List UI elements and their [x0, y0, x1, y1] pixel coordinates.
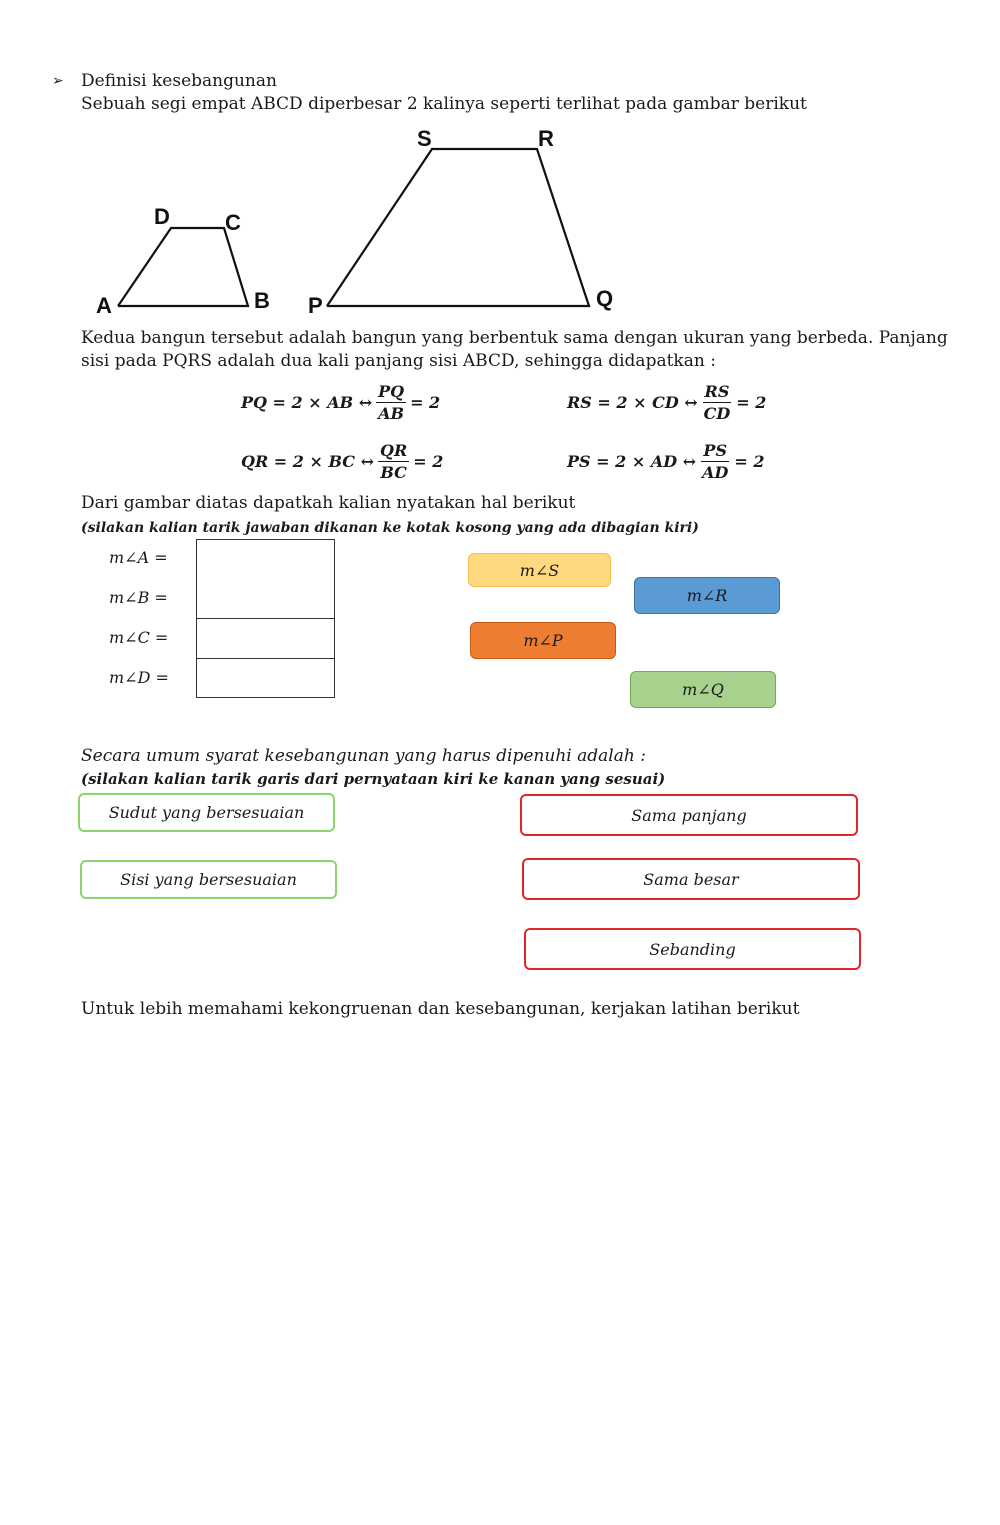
- drag-option-angle-s[interactable]: m∠S: [468, 553, 611, 587]
- trapezoid-pqrs: [327, 149, 589, 306]
- trapezoid-figure: [0, 120, 700, 325]
- match-right-sebanding[interactable]: Sebanding: [524, 928, 861, 970]
- equation-qr: [241, 441, 443, 482]
- bullet-arrow-icon: ➢: [52, 73, 64, 89]
- angle-label-c: m∠C =: [109, 628, 169, 647]
- drag-option-angle-q[interactable]: m∠Q: [630, 671, 776, 708]
- match-left-sudut[interactable]: Sudut yang bersesuaian: [78, 793, 335, 832]
- equation-lhs: QR = 2 × BC ↔: [241, 452, 374, 471]
- vertex-label-s: S: [417, 126, 432, 151]
- fraction-numerator: PQ: [378, 382, 405, 401]
- match-right-sama-besar[interactable]: Sama besar: [522, 858, 860, 900]
- drag-option-angle-p[interactable]: m∠P: [470, 622, 616, 659]
- drop-box-angle-b[interactable]: [196, 578, 335, 619]
- closing-text: Untuk lebih memahami kekongruenan dan kesebangunan, kerjakan latihan berikut: [81, 999, 800, 1019]
- fraction-denominator: BC: [380, 463, 407, 482]
- question2-prompt: Secara umum syarat kesebangunan yang harus dipenuhi adalah :: [81, 746, 646, 766]
- equation-ps: [567, 441, 764, 482]
- match-left-sisi[interactable]: Sisi yang bersesuaian: [80, 860, 337, 899]
- fraction-numerator: QR: [380, 441, 408, 460]
- equation-lhs: RS = 2 × CD ↔: [567, 393, 698, 412]
- match-right-sama-panjang[interactable]: Sama panjang: [520, 794, 858, 836]
- trapezoid-abcd: [118, 228, 248, 306]
- angle-label-b: m∠B =: [109, 588, 168, 607]
- drop-box-angle-a[interactable]: [196, 539, 335, 579]
- intro-text: Sebuah segi empat ABCD diperbesar 2 kalinya seperti terlihat pada gambar berikut: [81, 94, 807, 114]
- equation-rhs: = 2: [413, 452, 444, 471]
- vertex-label-b: B: [254, 288, 270, 313]
- vertex-label-d: D: [154, 204, 170, 229]
- equation-rhs: = 2: [734, 452, 765, 471]
- vertex-label-a: A: [96, 293, 112, 318]
- drop-box-angle-c[interactable]: [196, 619, 335, 659]
- equation-lhs: PS = 2 × AD ↔: [567, 452, 697, 471]
- fraction-denominator: CD: [703, 404, 731, 423]
- drop-box-angle-d[interactable]: [196, 659, 335, 698]
- vertex-label-r: R: [538, 126, 554, 151]
- fraction-denominator: AD: [702, 463, 729, 482]
- equation-lhs: PQ = 2 × AB ↔: [241, 393, 373, 412]
- equation-rhs: = 2: [736, 393, 767, 412]
- vertex-label-c: C: [225, 210, 241, 235]
- equation-rs: [567, 382, 766, 423]
- fraction-denominator: AB: [378, 404, 405, 423]
- angle-label-d: m∠D =: [109, 668, 169, 687]
- fraction-numerator: PS: [703, 441, 728, 460]
- drag-option-angle-r[interactable]: m∠R: [634, 577, 780, 614]
- question1-instruction: (silakan kalian tarik jawaban dikanan ke kotak kosong yang ada dibagian kiri): [81, 520, 699, 536]
- angle-label-a: m∠A =: [109, 548, 168, 567]
- explanation-text: Kedua bangun tersebut adalah bangun yang berbentuk sama dengan ukuran yang berbeda. Panjang sisi pada PQRS adalah dua kali panjang sisi ABCD, sehingga didapatkan :: [81, 328, 948, 371]
- question1-prompt: Dari gambar diatas dapatkah kalian nyatakan hal berikut: [81, 493, 576, 513]
- vertex-label-p: P: [308, 293, 323, 318]
- question2-instruction: (silakan kalian tarik garis dari pernyataan kiri ke kanan yang sesuai): [81, 770, 666, 788]
- fraction-numerator: RS: [704, 382, 730, 401]
- equation-pq: [241, 382, 440, 423]
- equation-rhs: = 2: [410, 393, 441, 412]
- section-heading: Definisi kesebangunan: [81, 71, 277, 91]
- vertex-label-q: Q: [596, 286, 614, 311]
